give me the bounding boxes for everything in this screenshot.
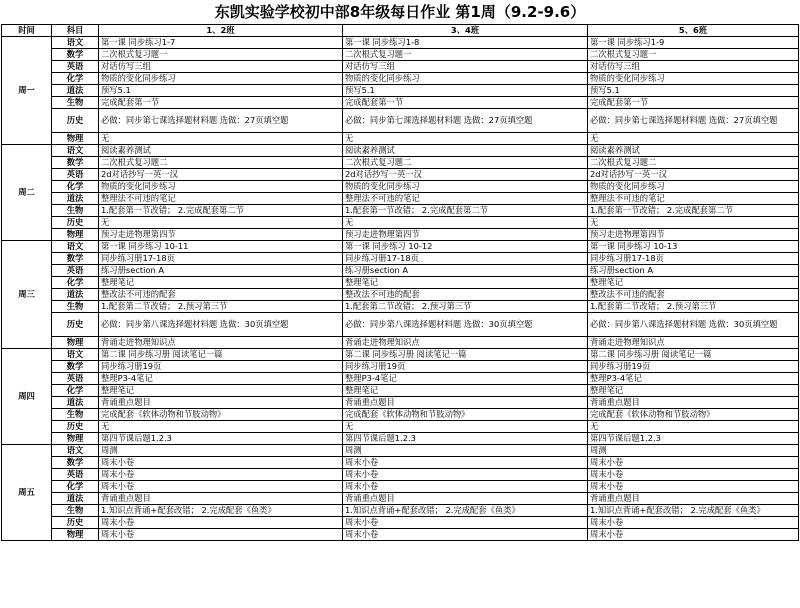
homework-cell: 2d对话抄写一英一汉 (99, 169, 343, 181)
table-row (2, 361, 799, 373)
subject-cell: 道法 (52, 193, 99, 205)
homework-cell: 背诵重点题目 (343, 397, 588, 409)
homework-cell: 周末小卷 (588, 469, 799, 481)
homework-cell: 完成配套《软体动物和节肢动物》 (588, 409, 799, 421)
subject-cell: 生物 (52, 301, 99, 313)
homework-cell: 1.配套第二节改错； 2.预习第三节 (343, 301, 588, 313)
subject-cell: 数学 (52, 157, 99, 169)
subject-cell: 生物 (52, 505, 99, 517)
homework-cell: 周末小卷 (588, 529, 799, 541)
table-row (2, 397, 799, 409)
table-row (2, 73, 799, 85)
homework-cell: 第一课 同步练习 10-11 (99, 241, 343, 253)
homework-cell: 背诵走进物理知识点 (99, 337, 343, 349)
homework-cell: 阅读素养测试 (343, 145, 588, 157)
subject-cell: 英语 (52, 61, 99, 73)
homework-cell: 整理法不可违的笔记 (588, 193, 799, 205)
homework-cell: 第一课 同步练习1-8 (343, 37, 588, 49)
homework-cell: 整理法不可违的笔记 (343, 193, 588, 205)
table-row (2, 49, 799, 61)
homework-cell: 二次根式复习题一 (99, 49, 343, 61)
homework-cell: 第四节课后题1.2.3 (343, 433, 588, 445)
subject-cell: 化学 (52, 481, 99, 493)
homework-cell: 预写5.1 (99, 85, 343, 97)
homework-cell: 必做：同步第八课选择题材料题 选做：30页填空题 (343, 313, 588, 337)
homework-cell: 周测 (588, 445, 799, 457)
table-row (2, 205, 799, 217)
homework-cell: 周末小卷 (343, 517, 588, 529)
homework-cell: 第一课 同步练习 10-13 (588, 241, 799, 253)
homework-cell: 阅读素养测试 (99, 145, 343, 157)
subject-cell: 道法 (52, 289, 99, 301)
homework-cell: 必做：同步第七课选择题材料题 选做：27页填空题 (588, 109, 799, 133)
subject-cell: 英语 (52, 373, 99, 385)
homework-cell: 背诵走进物理知识点 (588, 337, 799, 349)
homework-cell: 练习册section A (343, 265, 588, 277)
homework-cell: 物质的变化同步练习 (343, 181, 588, 193)
homework-cell: 1.配套第二节改错； 2.预习第三节 (588, 301, 799, 313)
homework-cell: 第二课 同步练习册 阅读笔记一篇 (99, 349, 343, 361)
homework-cell: 整理P3-4笔记 (343, 373, 588, 385)
homework-cell: 背诵重点题目 (99, 397, 343, 409)
homework-cell: 整理笔记 (343, 277, 588, 289)
homework-cell: 1.配套第一节改错； 2.完成配套第二节 (343, 205, 588, 217)
subject-cell: 数学 (52, 49, 99, 61)
subject-cell: 道法 (52, 397, 99, 409)
homework-cell: 周末小卷 (588, 457, 799, 469)
homework-cell: 周测 (99, 445, 343, 457)
header-subject: 科目 (52, 25, 99, 37)
homework-cell: 预习走进物理第四节 (99, 229, 343, 241)
homework-cell: 1.配套第一节改错； 2.完成配套第二节 (99, 205, 343, 217)
table-row (2, 217, 799, 229)
day-cell: 周二 (2, 145, 52, 241)
header-class-3-4: 3、4班 (343, 25, 588, 37)
table-row (2, 277, 799, 289)
subject-cell: 生物 (52, 97, 99, 109)
subject-cell: 历史 (52, 217, 99, 229)
table-row (2, 421, 799, 433)
homework-cell: 同步练习册17-18页 (343, 253, 588, 265)
homework-cell: 1.配套第二节改错； 2.预习第三节 (99, 301, 343, 313)
homework-cell: 周末小卷 (343, 481, 588, 493)
homework-cell: 第二课 同步练习册 阅读笔记一篇 (588, 349, 799, 361)
homework-cell: 物质的变化同步练习 (99, 73, 343, 85)
homework-cell: 必做：同步第八课选择题材料题 选做：30页填空题 (588, 313, 799, 337)
homework-cell: 周末小卷 (343, 469, 588, 481)
homework-cell: 无 (99, 133, 343, 145)
homework-cell: 完成配套《软体动物和节肢动物》 (99, 409, 343, 421)
homework-cell: 整理笔记 (343, 385, 588, 397)
homework-cell: 第四节课后题1.2.3 (99, 433, 343, 445)
subject-cell: 道法 (52, 85, 99, 97)
homework-cell: 周末小卷 (99, 517, 343, 529)
page-title: 东凯实验学校初中部8年级每日作业 第1周（9.2-9.6） (214, 3, 586, 21)
table-row (2, 433, 799, 445)
table-row (2, 409, 799, 421)
table-row (2, 301, 799, 313)
homework-cell: 同步练习册17-18页 (588, 253, 799, 265)
subject-cell: 英语 (52, 265, 99, 277)
subject-cell: 物理 (52, 337, 99, 349)
homework-cell: 周末小卷 (99, 529, 343, 541)
subject-cell: 生物 (52, 409, 99, 421)
day-cell: 周四 (2, 349, 52, 445)
subject-cell: 英语 (52, 169, 99, 181)
table-row (2, 529, 799, 541)
homework-cell: 整理笔记 (588, 277, 799, 289)
subject-cell: 语文 (52, 37, 99, 49)
homework-cell: 1.配套第一节改错； 2.完成配套第二节 (588, 205, 799, 217)
table-row (2, 289, 799, 301)
subject-cell: 语文 (52, 145, 99, 157)
homework-cell: 无 (343, 421, 588, 433)
homework-cell: 预习走进物理第四节 (343, 229, 588, 241)
homework-cell: 整理P3-4笔记 (99, 373, 343, 385)
subject-cell: 语文 (52, 241, 99, 253)
table-row (2, 349, 799, 361)
subject-cell: 历史 (52, 109, 99, 133)
subject-cell: 生物 (52, 205, 99, 217)
subject-cell: 语文 (52, 445, 99, 457)
table-row (2, 313, 799, 337)
table-row (2, 445, 799, 457)
homework-cell: 周末小卷 (99, 457, 343, 469)
subject-cell: 物理 (52, 133, 99, 145)
table-row (2, 253, 799, 265)
homework-cell: 第一课 同步练习1-9 (588, 37, 799, 49)
subject-cell: 数学 (52, 253, 99, 265)
homework-cell: 预写5.1 (343, 85, 588, 97)
homework-cell: 第四节课后题1.2.3 (588, 433, 799, 445)
homework-cell: 完成配套《软体动物和节肢动物》 (343, 409, 588, 421)
subject-cell: 物理 (52, 433, 99, 445)
homework-cell: 背诵重点题目 (99, 493, 343, 505)
homework-cell: 整改法不可违的配套 (343, 289, 588, 301)
subject-cell: 历史 (52, 517, 99, 529)
table-row (2, 193, 799, 205)
homework-cell: 无 (343, 217, 588, 229)
homework-cell: 背诵重点题目 (343, 493, 588, 505)
table-row (2, 337, 799, 349)
homework-cell: 必做：同步第七课选择题材料题 选做：27页填空题 (99, 109, 343, 133)
homework-cell: 整理笔记 (588, 385, 799, 397)
homework-cell: 整改法不可违的配套 (588, 289, 799, 301)
table-row (2, 109, 799, 133)
homework-cell: 练习册section A (588, 265, 799, 277)
homework-cell: 无 (588, 421, 799, 433)
day-cell: 周一 (2, 37, 52, 145)
header-time: 时间 (2, 25, 52, 37)
table-row (2, 145, 799, 157)
homework-cell: 练习册section A (99, 265, 343, 277)
subject-cell: 化学 (52, 277, 99, 289)
subject-cell: 化学 (52, 181, 99, 193)
homework-cell: 1.知识点背诵+配套改错； 2.完成配套《鱼类》 (99, 505, 343, 517)
homework-cell: 整改法不可违的配套 (99, 289, 343, 301)
homework-cell: 无 (343, 133, 588, 145)
homework-cell: 第二课 同步练习册 阅读笔记一篇 (343, 349, 588, 361)
homework-cell: 1.知识点背诵+配套改错； 2.完成配套《鱼类》 (588, 505, 799, 517)
homework-cell: 1.知识点背诵+配套改错； 2.完成配套《鱼类》 (343, 505, 588, 517)
table-row (2, 265, 799, 277)
homework-table (1, 24, 799, 541)
table-row (2, 61, 799, 73)
homework-cell: 第一课 同步练习 10-12 (343, 241, 588, 253)
header-class-1-2: 1、2班 (99, 25, 343, 37)
homework-cell: 完成配套第一节 (343, 97, 588, 109)
homework-cell: 背诵走进物理知识点 (343, 337, 588, 349)
homework-cell: 无 (588, 133, 799, 145)
table-row (2, 373, 799, 385)
subject-cell: 物理 (52, 229, 99, 241)
table-row (2, 157, 799, 169)
table-row (2, 457, 799, 469)
homework-cell: 物质的变化同步练习 (588, 73, 799, 85)
subject-cell: 化学 (52, 73, 99, 85)
homework-cell: 物质的变化同步练习 (99, 181, 343, 193)
table-row (2, 517, 799, 529)
homework-cell: 2d对话抄写一英一汉 (588, 169, 799, 181)
homework-cell: 必做：同步第八课选择题材料题 选做：30页填空题 (99, 313, 343, 337)
homework-cell: 周末小卷 (343, 457, 588, 469)
homework-cell: 对话仿写三组 (343, 61, 588, 73)
homework-cell: 无 (588, 217, 799, 229)
table-row (2, 493, 799, 505)
table-row (2, 97, 799, 109)
homework-cell: 背诵重点题目 (588, 493, 799, 505)
homework-cell: 阅读素养测试 (588, 145, 799, 157)
table-row (2, 85, 799, 97)
subject-cell: 历史 (52, 313, 99, 337)
day-cell: 周五 (2, 445, 52, 541)
homework-cell: 无 (99, 421, 343, 433)
homework-cell: 物质的变化同步练习 (588, 181, 799, 193)
table-row (2, 37, 799, 49)
table-row (2, 181, 799, 193)
subject-cell: 物理 (52, 529, 99, 541)
homework-cell: 预写5.1 (588, 85, 799, 97)
homework-cell: 二次根式复习题一 (588, 49, 799, 61)
table-row (2, 169, 799, 181)
header-class-5-6: 5、6班 (588, 25, 799, 37)
homework-cell: 周末小卷 (99, 481, 343, 493)
table-row (2, 481, 799, 493)
header-row (2, 25, 799, 37)
homework-cell: 整理P3-4笔记 (588, 373, 799, 385)
table-body (2, 37, 799, 541)
subject-cell: 化学 (52, 385, 99, 397)
homework-cell: 整理笔记 (99, 385, 343, 397)
homework-cell: 二次根式复习题二 (343, 157, 588, 169)
homework-cell: 二次根式复习题一 (343, 49, 588, 61)
table-row (2, 229, 799, 241)
homework-cell: 同步练习册19页 (588, 361, 799, 373)
homework-cell: 周末小卷 (588, 517, 799, 529)
homework-cell: 同步练习册19页 (343, 361, 588, 373)
subject-cell: 道法 (52, 493, 99, 505)
homework-cell: 二次根式复习题二 (99, 157, 343, 169)
homework-cell: 背诵重点题目 (588, 397, 799, 409)
homework-cell: 同步练习册17-18页 (99, 253, 343, 265)
homework-cell: 预习走进物理第四节 (588, 229, 799, 241)
homework-cell: 周末小卷 (343, 529, 588, 541)
table-row (2, 505, 799, 517)
homework-cell: 完成配套第一节 (588, 97, 799, 109)
subject-cell: 数学 (52, 457, 99, 469)
subject-cell: 历史 (52, 421, 99, 433)
homework-cell: 整理法不可违的笔记 (99, 193, 343, 205)
homework-cell: 对话仿写三组 (99, 61, 343, 73)
table-row (2, 241, 799, 253)
subject-cell: 语文 (52, 349, 99, 361)
homework-cell: 二次根式复习题二 (588, 157, 799, 169)
day-cell: 周三 (2, 241, 52, 349)
homework-cell: 周测 (343, 445, 588, 457)
homework-cell: 周末小卷 (588, 481, 799, 493)
homework-cell: 物质的变化同步练习 (343, 73, 588, 85)
homework-cell: 无 (99, 217, 343, 229)
table-row (2, 385, 799, 397)
homework-cell: 对话仿写三组 (588, 61, 799, 73)
homework-cell: 同步练习册19页 (99, 361, 343, 373)
subject-cell: 英语 (52, 469, 99, 481)
table-row (2, 133, 799, 145)
homework-cell: 必做：同步第七课选择题材料题 选做：27页填空题 (343, 109, 588, 133)
homework-cell: 完成配套第一节 (99, 97, 343, 109)
homework-cell: 2d对话抄写一英一汉 (343, 169, 588, 181)
homework-cell: 整理笔记 (99, 277, 343, 289)
subject-cell: 数学 (52, 361, 99, 373)
homework-cell: 周末小卷 (99, 469, 343, 481)
table-row (2, 469, 799, 481)
homework-cell: 第一课 同步练习1-7 (99, 37, 343, 49)
